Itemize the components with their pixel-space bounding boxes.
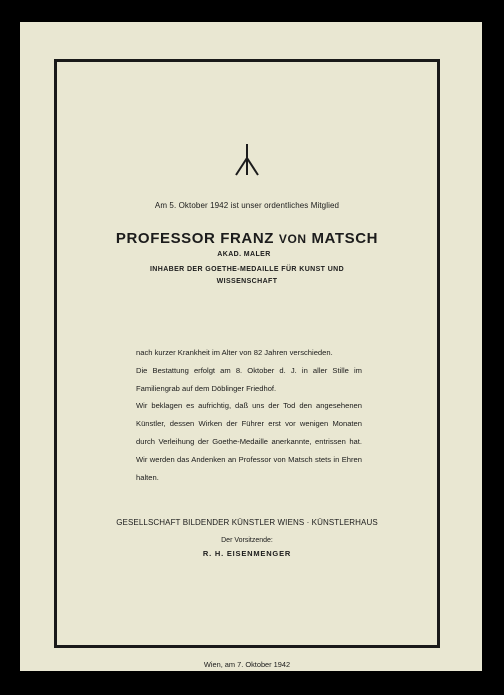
place-date: Wien, am 7. Oktober 1942 — [203, 660, 291, 669]
name-part-1: PROFESSOR FRANZ — [115, 230, 275, 247]
intro-line: Am 5. Oktober 1942 ist unser ordentliches Mitglied — [154, 201, 340, 210]
body-paragraph-2: Die Bestattung erfolgt am 8. Oktober d. J. in aller Stille im Familiengrab auf dem Döblinger Friedhof. — [136, 365, 362, 393]
mourning-border — [54, 59, 440, 669]
name-part-2: VON — [278, 232, 307, 246]
body-paragraph-3: Wir beklagen es aufrichtig, daß uns der Tod den angesehenen Künstler, dessen Wirken der Führer erst vor wenigen Monaten durch Verleihung der Goethe-Medaille anerkannte, entrissen hat. Wir werden das Andenken an Professor von Matsch stets in Ehren halten. — [136, 401, 362, 482]
body-text — [136, 344, 362, 486]
society-name: GESELLSCHAFT BILDENDER KÜNSTLER WIENS · KÜNSTLERHAUS — [116, 518, 378, 527]
body-paragraph-1: nach kurzer Krankheit im Alter von 82 Jahren verschieden. — [136, 348, 333, 357]
chair-name: R. H. EISENMENGER — [202, 549, 292, 558]
name-part-3: MATSCH — [311, 230, 379, 247]
paper-sheet — [20, 22, 482, 671]
announcement-content — [57, 62, 437, 669]
title-line-2a: INHABER DER GOETHE-MEDAILLE FÜR KUNST UND — [149, 266, 345, 273]
title-line-2 — [57, 264, 437, 288]
title-line-2b: WISSENSCHAFT — [216, 278, 278, 285]
title-line-1: AKAD. MALER — [217, 251, 271, 258]
chair-label: Der Vorsitzende: — [221, 537, 273, 544]
deceased-name — [57, 230, 437, 247]
death-rune-icon — [233, 142, 261, 176]
